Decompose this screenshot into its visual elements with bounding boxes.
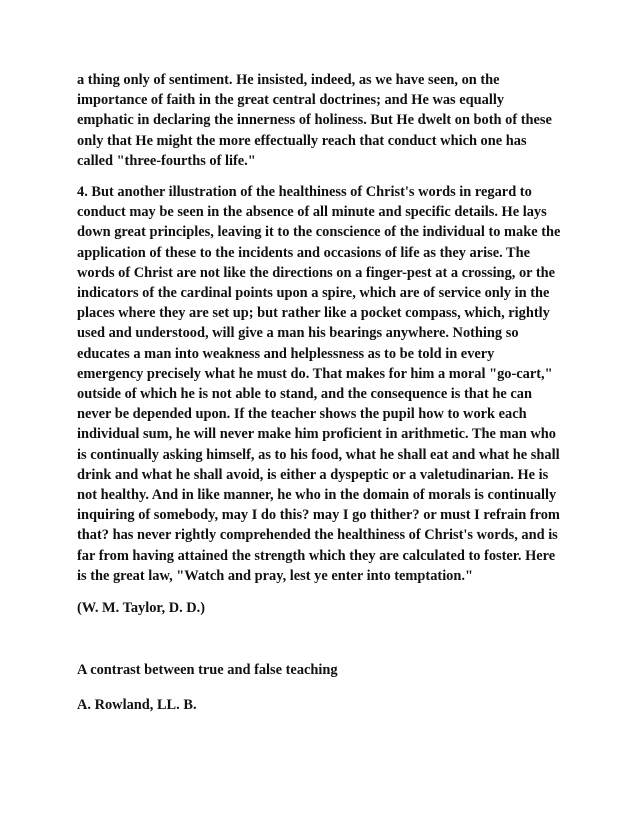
author-line: A. Rowland, LL. B. [77, 697, 197, 713]
section-heading: A contrast between true and false teaching [77, 662, 338, 678]
paragraph-illustration-4: 4. But another illustration of the healthiness of Christ's words in regard to conduct may be seen in the absence of all minute and specific details. He lays down great principles, leaving it to the conscience of the individual to make the application of these to the incidents and occasions of life as they arise. The words of Christ are not like the directions on a finger-pest at a crossing, or the indicators of the cardinal points upon a spire, which are of service only in the places where they are set up; but rather like a pocket compass, which, rightly used and understood, will give a man his bearings anywhere. Nothing so educates a man into weakness and helplessness as to be told in every emergency precisely what he must do. That makes for him a moral "go-cart," outside of which he is not able to stand, and the consequence is that he can never be depended upon. If the teacher shows the pupil how to work each individual sum, he will never make him proficient in arithmetic. The man who is continually asking himself, as to his food, what he shall eat and what he shall drink and what he shall avoid, is either a dyspeptic or a valetudinarian. He is not healthy. And in like manner, he who in the domain of morals is continually inquiring of somebody, may I do this? may I go thither? or must I refrain from that? has never rightly comprehended the healthiness of Christ's words, and is far from having attained the strength which they are calculated to foster. Here is the great law, "Watch and pray, lest ye enter into temptation." [77, 184, 561, 584]
paragraph-continuation: a thing only of sentiment. He insisted, indeed, as we have seen, on the importance of faith in the great central doctrines; and He was equally emphatic in declaring the innerness of holiness. But He dwelt on both of these only that He might the more effectually reach that conduct which one has called "three-fourths of life." [77, 72, 552, 169]
attribution: (W. M. Taylor, D. D.) [77, 600, 206, 616]
